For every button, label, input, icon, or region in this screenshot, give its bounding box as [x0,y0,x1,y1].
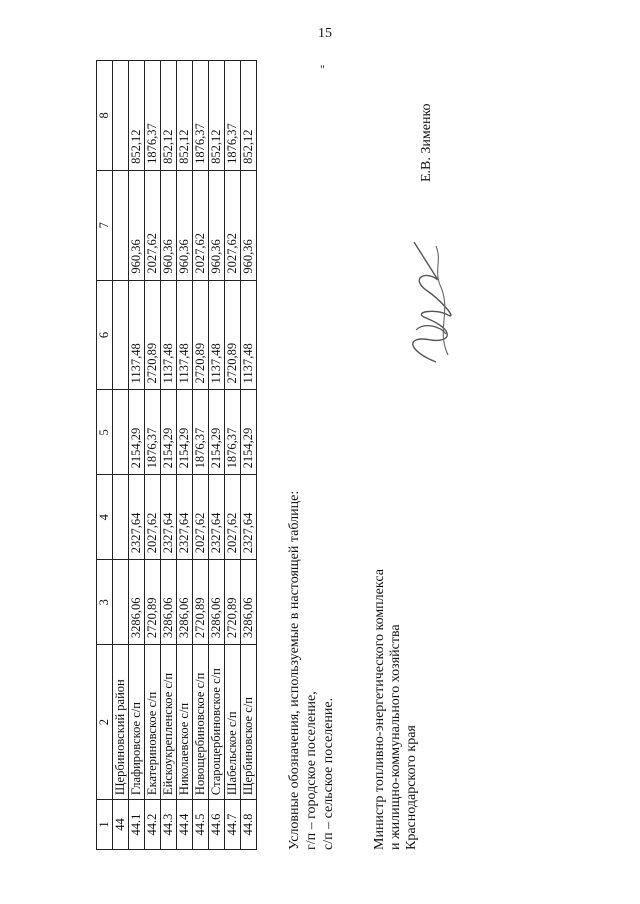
tariff-value-cell: 2154,29 [209,390,225,475]
tariff-value-cell: 2720,89 [225,280,241,390]
tariff-value-cell: 2027,62 [225,475,241,560]
settlement-name-cell: Ейскоукрепленское с/п [161,645,177,800]
tariff-value-cell: 852,12 [209,61,225,171]
row-number-cell: 44.4 [177,800,193,850]
tariff-value-cell: 2327,64 [177,475,193,560]
tariff-value-cell: 960,36 [161,170,177,280]
settlement-name-cell: Шабельское с/п [225,645,241,800]
settlement-name-cell: Новощербиновское с/п [193,645,209,800]
row-number-cell: 44.6 [209,800,225,850]
tariff-value-cell: 1876,37 [145,390,161,475]
tariff-value-cell: 2154,29 [129,390,145,475]
settlement-name-cell: Екатериновское с/п [145,645,161,800]
tariff-value-cell: 2327,64 [209,475,225,560]
minister-title-line: Краснодарского края [404,725,419,850]
tariff-value-cell: 1876,37 [145,61,161,171]
tariff-value-cell: 2154,29 [241,390,257,475]
legend-line: с/п – сельское поселение. [321,697,336,850]
tariff-value-cell: 1876,37 [225,390,241,475]
tariff-table [96,60,257,850]
table-row [129,61,145,850]
tariff-value-cell: 960,36 [177,170,193,280]
minister-title-block [372,569,420,850]
tariff-value-cell: 2027,62 [145,475,161,560]
row-number-cell: 44.2 [145,800,161,850]
table-header-cell: 5 [97,390,113,475]
settlement-name-cell: Николаевское с/п [177,645,193,800]
tariff-value-cell: 2027,62 [193,475,209,560]
table-header-cell: 4 [97,475,113,560]
table-header-cell: 6 [97,280,113,390]
tariff-value-cell: 1137,48 [161,280,177,390]
tariff-value-cell: 2720,89 [193,280,209,390]
closing-quote-mark: " [320,62,325,76]
tariff-value-cell: 1137,48 [177,280,193,390]
tariff-value-cell: 1876,37 [225,61,241,171]
legend [286,491,337,850]
table-row [145,61,161,850]
table-header-cell: 2 [97,645,113,800]
row-number-cell: 44.1 [129,800,145,850]
tariff-value-cell: 2720,89 [193,560,209,645]
tariff-value-cell: 852,12 [177,61,193,171]
tariff-value-cell: 1137,48 [241,280,257,390]
tariff-value-cell: 2027,62 [225,170,241,280]
tariff-value-cell: 960,36 [129,170,145,280]
tariff-value-cell: 1876,37 [193,61,209,171]
tariff-value-cell: 2720,89 [225,560,241,645]
table-header-cell: 8 [97,61,113,171]
legend-title: Условные обозначения, используемые в настоящей таблице: [287,490,302,850]
tariff-value-cell: 2154,29 [177,390,193,475]
table-row [177,61,193,850]
tariff-value-cell: 2327,64 [241,475,257,560]
tariff-value-cell: 1137,48 [209,280,225,390]
tariff-value-cell: 2327,64 [129,475,145,560]
minister-title-line: Министр топливно-энергетического комплекса [372,569,387,850]
tariff-value-cell: 3286,06 [161,560,177,645]
tariff-value-cell: 960,36 [241,170,257,280]
table-row [225,61,241,850]
table-row [209,61,225,850]
tariff-value-cell: 2027,62 [193,170,209,280]
page-number: 15 [318,26,332,41]
row-number-cell: 44.5 [193,800,209,850]
table-header-cell: 7 [97,170,113,280]
tariff-value-cell: 2327,64 [161,475,177,560]
table-row [241,61,257,850]
settlement-name-cell: Щербиновское с/п [241,645,257,800]
tariff-value-cell: 2154,29 [161,390,177,475]
section-name: Щербиновский район [113,645,129,800]
table-section-row [113,61,129,850]
table-row [193,61,209,850]
row-number-cell: 44.3 [161,800,177,850]
tariff-value-cell: 3286,06 [209,560,225,645]
table-header-cell: 1 [97,800,113,850]
table-header-cell: 3 [97,560,113,645]
table-header-row [97,61,113,850]
tariff-value-cell: 1137,48 [129,280,145,390]
settlement-name-cell: Старощербиновское с/п [209,645,225,800]
tariff-value-cell: 3286,06 [177,560,193,645]
row-number-cell: 44.8 [241,800,257,850]
section-number: 44 [113,800,129,850]
tariff-value-cell: 960,36 [209,170,225,280]
tariff-value-cell: 852,12 [129,61,145,171]
tariff-value-cell: 852,12 [241,61,257,171]
minister-title-line: и жилищно-коммунального хозяйства [388,624,403,850]
rotated-page-content [96,60,536,850]
row-number-cell: 44.7 [225,800,241,850]
settlement-name-cell: Глафировское с/п [129,645,145,800]
tariff-value-cell: 2720,89 [145,560,161,645]
tariff-value-cell: 1876,37 [193,390,209,475]
table-row [161,61,177,850]
tariff-value-cell: 3286,06 [241,560,257,645]
tariff-value-cell: 2720,89 [145,280,161,390]
legend-line: г/п – городское поселение, [304,691,319,850]
signer-name: Е.В. Зименко [419,103,434,182]
tariff-value-cell: 2027,62 [145,170,161,280]
tariff-value-cell: 3286,06 [129,560,145,645]
tariff-value-cell: 852,12 [161,61,177,171]
handwritten-signature [396,240,471,370]
